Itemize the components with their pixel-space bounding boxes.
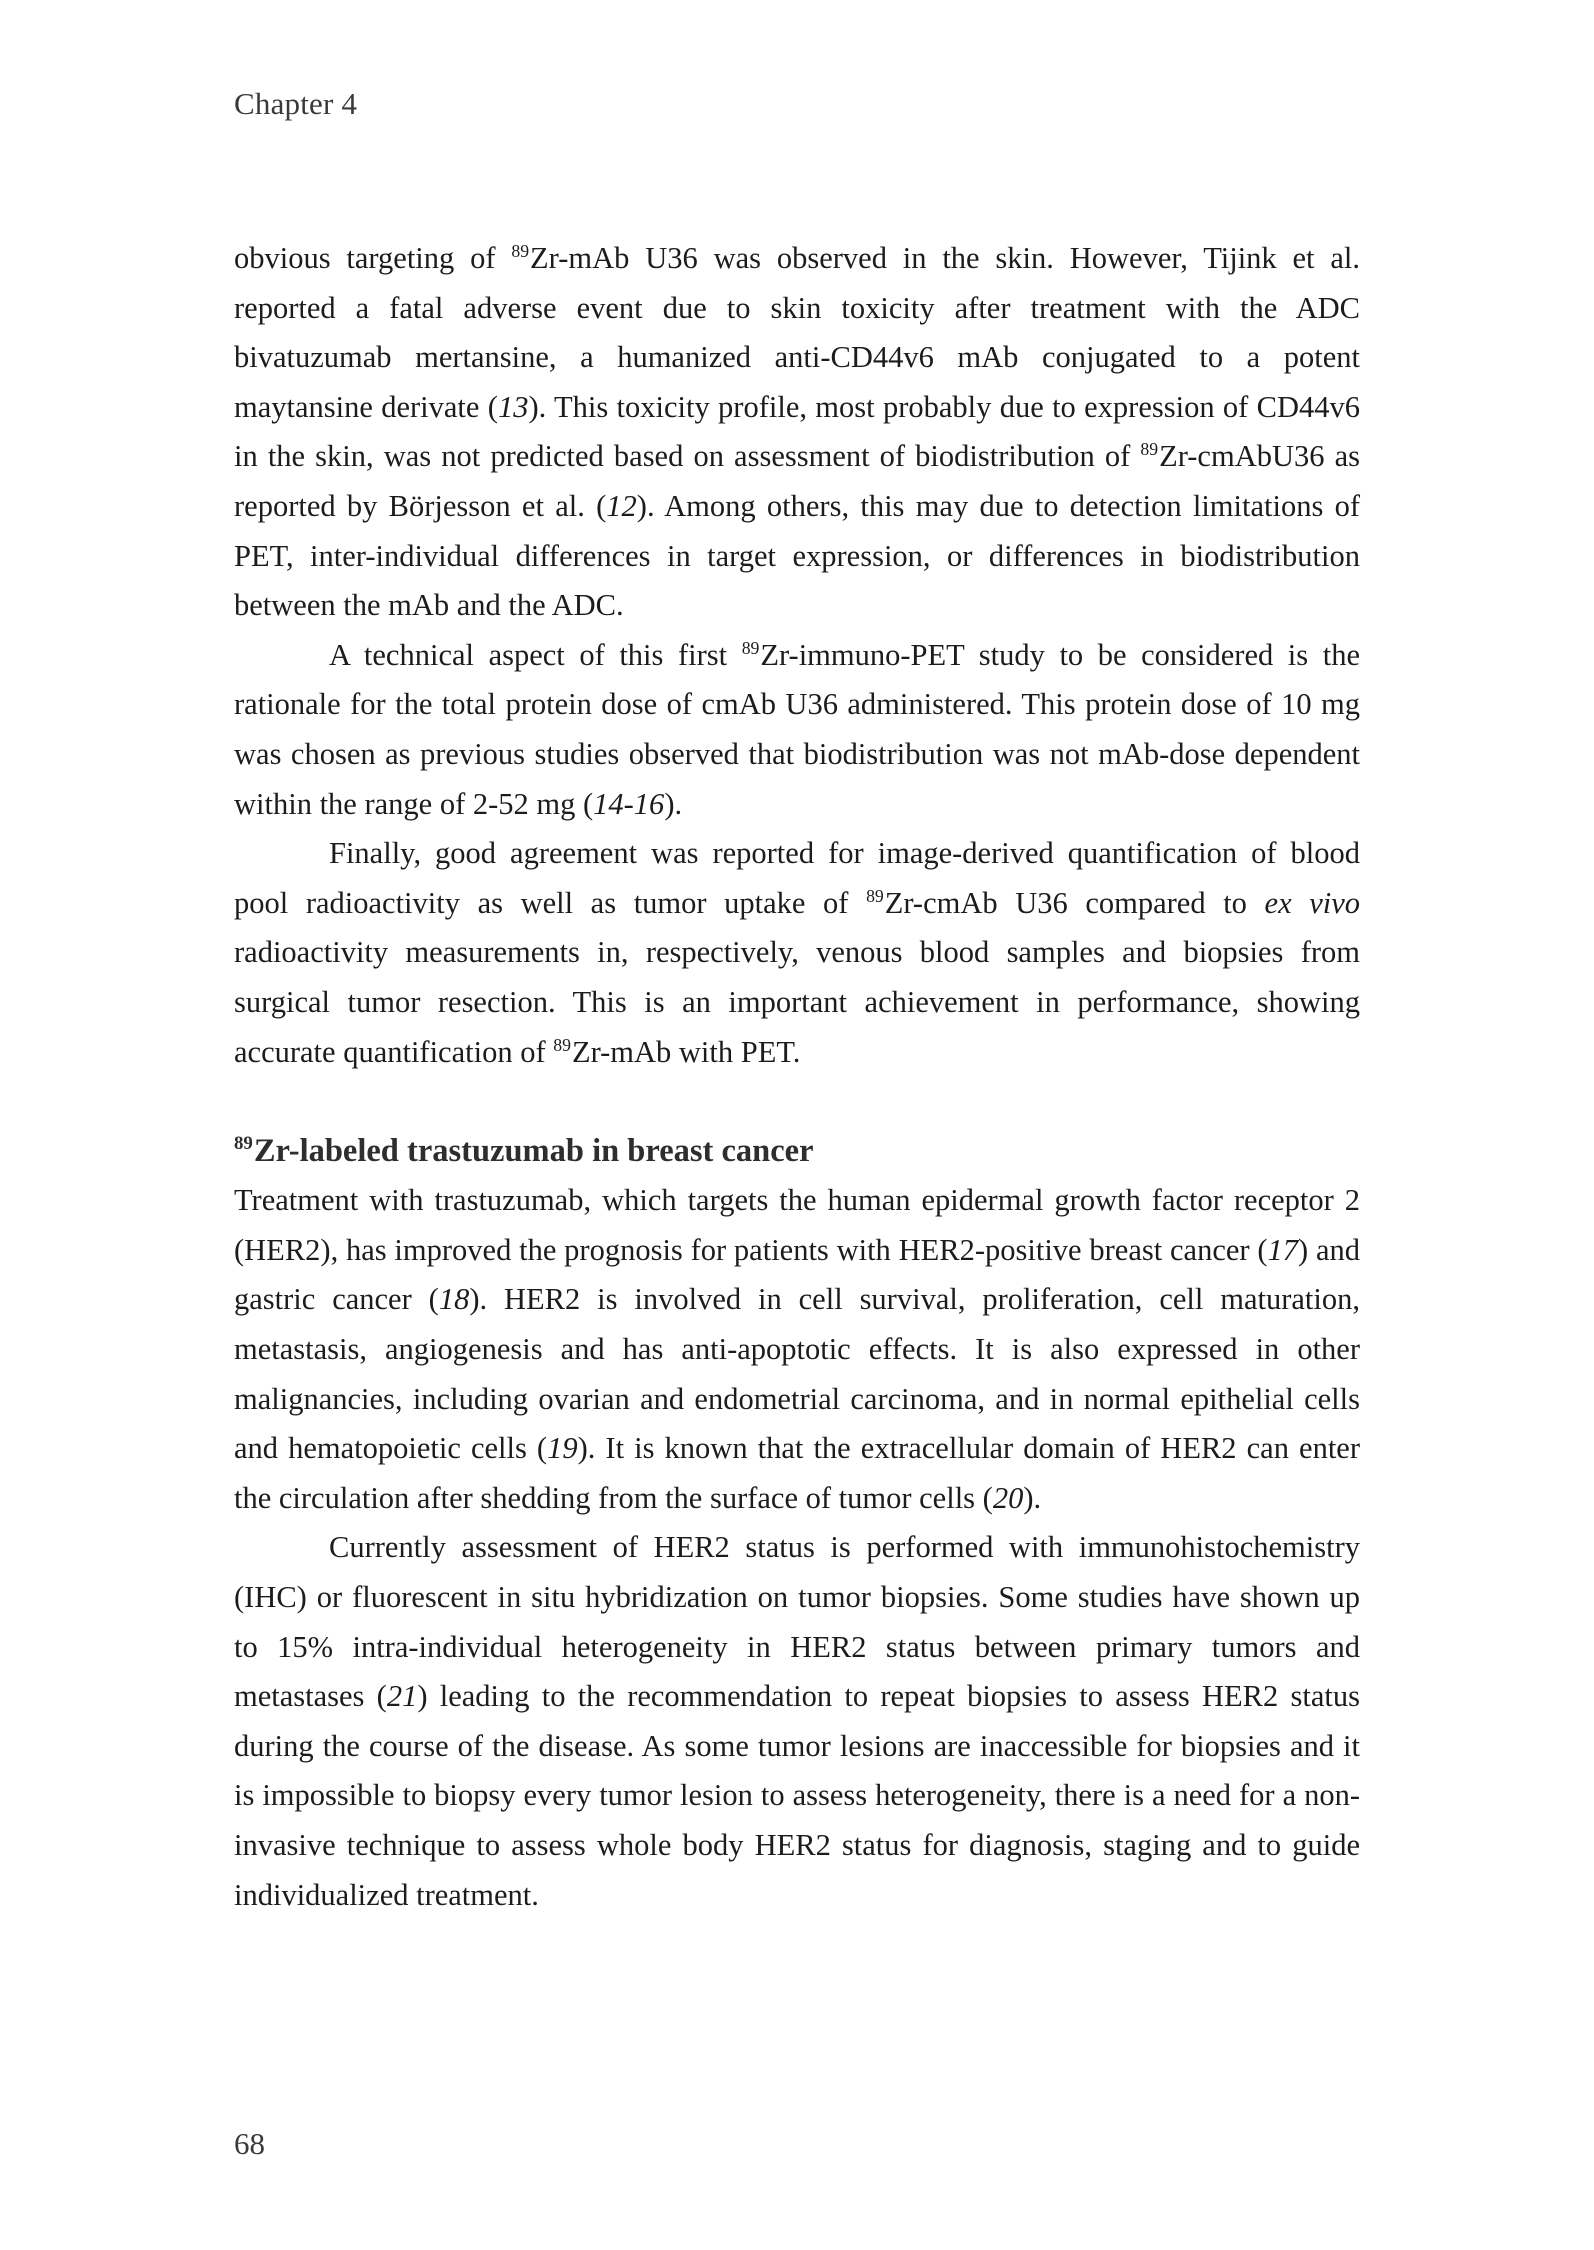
- paragraph: obvious targeting of $^{89}$Zr-mAb U36 was observed in the skin. However, Tijink et al. reported a fatal adverse event due to skin toxicity after treatment with the ADC bivatuzumab mertansine, a humanized anti-CD44v6 mAb conjugated to a potent maytansine derivate (13). This toxicity profile, most probably due to expression of CD44v6 in the skin, was not predicted based on assessment of biodistribution of $^{89}$Zr-cmAbU36 as reported by Börjesson et al. (12). Among others, this may due to detection limitations of PET, inter-individual differences in target expression, or differences in biodistribution between the mAb and the ADC.: [234, 241, 1360, 623]
- running-head: Chapter 4: [234, 86, 358, 121]
- isotope-superscript: 89: [1140, 439, 1159, 460]
- page-number: 68: [234, 2126, 265, 2161]
- section-heading: $^{89}$Zr-labeled trastuzumab in breast cancer: [234, 1132, 814, 1169]
- isotope-superscript: 89: [866, 885, 884, 906]
- citation: 19: [547, 1431, 578, 1466]
- paragraph: Finally, good agreement was reported for image-derived quantification of blood pool radioactivity as well as tumor uptake of $^{89}$Zr-cmAb U36 compared to ex vivo radioactivity measurements in, respectively, venous blood samples and biopsies from surgical tumor resection. This is an important achievement in performance, showing accurate quantification of $^{89}$Zr-mAb with PET.: [234, 836, 1361, 1069]
- paragraph: Treatment with trastuzumab, which targets the human epidermal growth factor receptor 2 (HER2), has improved the prognosis for patients with HER2-positive breast cancer (17) and gastric cancer (18). HER2 is involved in cell survival, proliferation, cell maturation, metastasis, angiogenesis and has anti-apoptotic effects. It is also expressed in other malignancies, including ovarian and endometrial carcinoma, and in normal epithelial cells and hematopoietic cells (19). It is known that the extracellular domain of HER2 can enter the circulation after shedding from the surface of tumor cells (20).: [234, 1183, 1361, 1515]
- latin-term: ex vivo: [1264, 885, 1361, 920]
- paragraph: A technical aspect of this first $^{89}$Zr-immuno-PET study to be considered is the rationale for the total protein dose of cmAb U36 administered. This protein dose of 10 mg was chosen as previous studies observed that biodistribution was not mAb-dose dependent within the range of 2-52 mg (14-16).: [234, 637, 1360, 821]
- isotope-superscript: 89: [511, 241, 530, 262]
- citation: 13: [497, 389, 529, 424]
- isotope-superscript: 89: [741, 637, 760, 658]
- citation: 18: [438, 1282, 470, 1317]
- isotope-superscript: 89: [553, 1034, 571, 1055]
- paragraph: Currently assessment of HER2 status is performed with immunohistochemistry (IHC) or fluorescent in situ hybridization on tumor biopsies. Some studies have shown up to 15% intra-individual heterogeneity in HER2 status between primary tumors and metastases (21) leading to the recommendation to repeat biopsies to assess HER2 status during the course of the disease. As some tumor lesions are inaccessible for biopsies and it is impossible to biopsy every tumor lesion to assess heterogeneity, there is a need for a non-invasive technique to assess whole body HER2 status for diagnosis, staging and to guide individualized treatment.: [234, 1530, 1360, 1912]
- body-text: [234, 234, 1360, 1920]
- citation: 14-16: [593, 786, 665, 821]
- isotope-superscript: 89: [234, 1133, 253, 1155]
- citation: 12: [606, 488, 637, 523]
- citation: 17: [1267, 1232, 1299, 1267]
- citation: 21: [386, 1679, 418, 1714]
- citation: 20: [992, 1480, 1024, 1515]
